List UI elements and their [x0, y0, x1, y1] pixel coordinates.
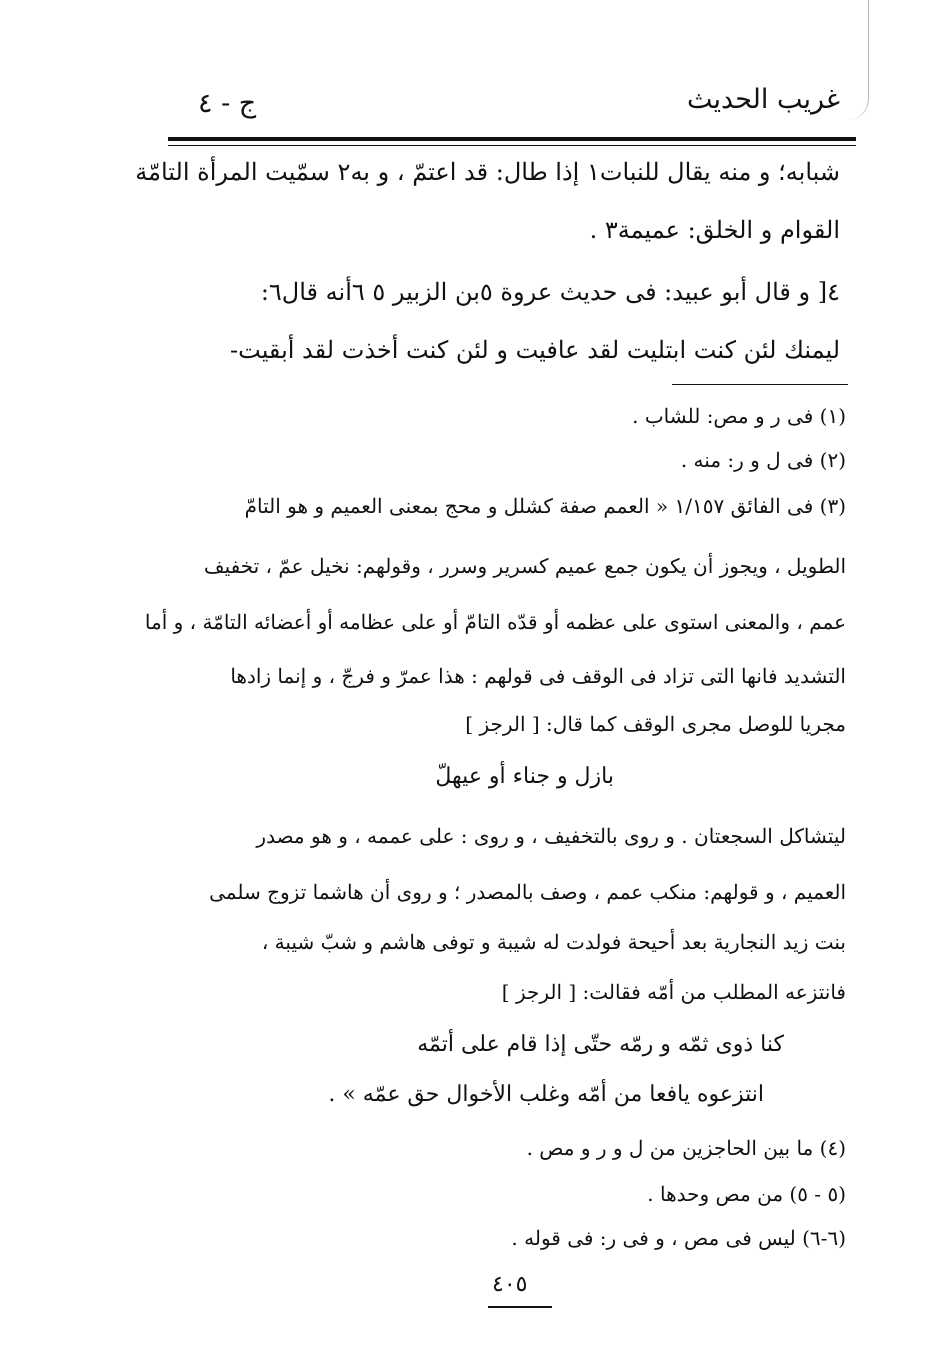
page-number: ٤٠٥	[492, 1272, 528, 1297]
volume-label: ج - ٤	[198, 88, 257, 119]
header-rule-thin	[168, 145, 856, 146]
page-number-rule	[488, 1306, 552, 1308]
margin-scan-mark	[848, 0, 869, 120]
main-text-line: ٤[ و قال أبو عبيد: فى حديث عروة ٥بن الزبير ٥ ٦أنه قال٦:	[260, 278, 840, 306]
footnote-line: (٥ - ٥) من مص وحدها .	[647, 1182, 846, 1206]
verse-line: بازل و جناء أو عيهلّ	[435, 764, 614, 789]
header-rule-thick	[168, 137, 856, 141]
running-title: غريب الحديث	[687, 84, 840, 115]
footnote-line: فانتزعه المطلب من أمّه فقالت: [ الرجز ]	[501, 980, 846, 1004]
footnote-line: التشديد فانها التى تزاد فى الوقف فى قولهم : هذا عمرّ و فرجّ ، و إنما زادها	[230, 664, 846, 688]
footnote-line: مجريا للوصل مجرى الوقف كما قال: [ الرجز ]	[465, 712, 846, 736]
main-text-line: شبابه؛ و منه يقال للنبات١ إذا طال: قد اعتمّ ، و به٢ سمّيت المرأة التامّة	[135, 158, 840, 186]
footnote-line: الطويل ، ويجوز أن يكون جمع عميم كسرير وسرر ، وقولهم: نخيل عمّ ، تخفيف	[203, 554, 846, 578]
footnote-line: ليتشاكل السجعتان . و روى بالتخفيف ، و روى : على عممه ، و هو مصدر	[256, 824, 846, 848]
verse-line: انتزعوه يافعا من أمّه وغلب الأخوال حق عمّه » .	[328, 1082, 764, 1107]
footnote-line: (١) فى ر و مص: للشاب .	[632, 404, 846, 428]
footnote-line: (٤) ما بين الحاجزين من ل و ر و مص .	[526, 1136, 846, 1160]
footnote-separator	[672, 384, 848, 385]
footnote-line: بنت زيد النجارية بعد أحيحة فولدت له شيبة و توفى هاشم و شبّ شيبة ،	[261, 930, 846, 954]
verse-line: كنا ذوى ثمّه و رمّه حتّى إذا قام على أتمّه	[417, 1032, 784, 1057]
main-text-line: ليمنك لئن كنت ابتليت لقد عافيت و لئن كنت أخذت لقد أبقيت-	[230, 336, 840, 364]
footnote-line: عمم ، والمعنى استوى على عظمه أو قدّه التامّ أو على عظامه أو أعضائه التامّة ، و أما	[144, 610, 846, 634]
footnote-line: (٢) فى ل و ر: منه .	[680, 448, 846, 472]
footnote-line: العميم ، و قولهم: منكب عمم ، وصف بالمصدر ؛ و روى أن هاشما تزوج سلمى	[209, 880, 846, 904]
footnote-line: (٣) فى الفائق ١/١٥٧ « العمم صفة كشلل و محج بمعنى العميم و هو التامّ	[244, 494, 846, 518]
main-text-line: القوام و الخلق: عميمة٣ .	[589, 216, 840, 244]
footnote-line: (٦-٦) ليس فى مص ، و فى ر: فى قوله .	[511, 1226, 846, 1250]
